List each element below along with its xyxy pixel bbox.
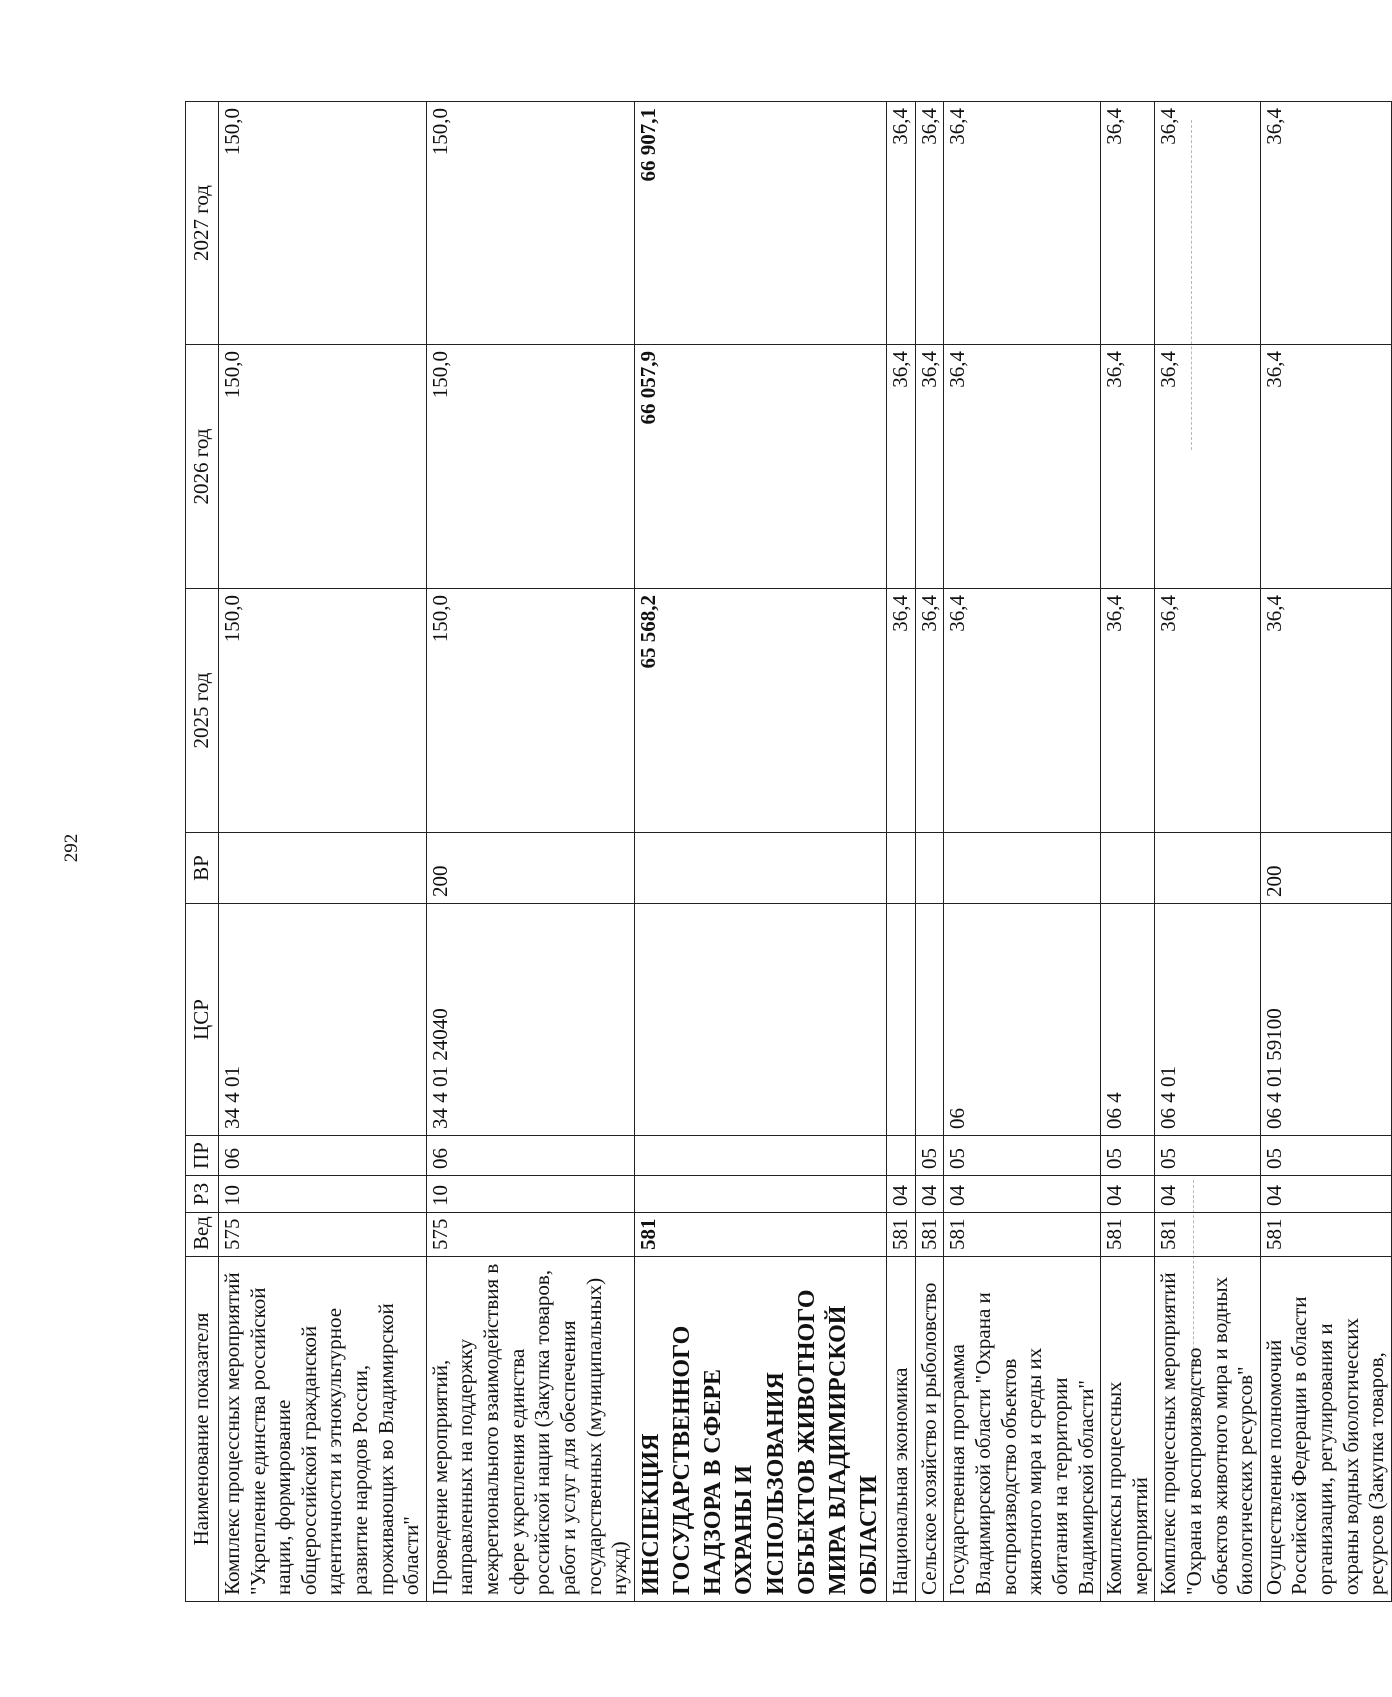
cell-ved: 581 xyxy=(1260,1213,1391,1257)
cell-2027: 66 907,1 xyxy=(634,102,887,345)
cell-2025: 36,4 xyxy=(1101,589,1155,833)
cell-2026: 36,4 xyxy=(1101,345,1155,589)
cell-rz: 04 xyxy=(944,1176,1101,1213)
cell-ved: 581 xyxy=(944,1213,1101,1257)
table-row xyxy=(634,102,887,1602)
cell-name: Комплекс процессных мероприятий "Укрепление единства российской нации, формирование общероссийской гражданской идентичности и этнокультурное развитие народов России, проживающих во Владимирской области" xyxy=(219,1257,427,1602)
cell-2025: 36,4 xyxy=(944,589,1101,833)
table-row xyxy=(426,102,634,1602)
cell-vr: 200 xyxy=(1260,833,1391,904)
cell-vr xyxy=(887,833,916,904)
cell-name: Сельское хозяйство и рыболовство xyxy=(915,1257,944,1602)
budget-table xyxy=(185,101,1392,1602)
cell-2026: 66 057,9 xyxy=(634,345,887,589)
cell-name: Комплекс процессных мероприятий "Охрана и воспроизводство объектов животного мира и водных биологических ресурсов" xyxy=(1155,1257,1260,1602)
cell-rz: 04 xyxy=(1101,1176,1155,1213)
cell-2027: 36,4 xyxy=(1260,102,1391,345)
cell-pr: 05 xyxy=(944,1136,1101,1176)
cell-csr xyxy=(915,904,944,1136)
cell-rz: 10 xyxy=(426,1176,634,1213)
cell-pr: 05 xyxy=(915,1136,944,1176)
cell-ved: 575 xyxy=(426,1213,634,1257)
cell-2027: 36,4 xyxy=(1155,102,1260,345)
cell-pr: 05 xyxy=(1155,1136,1260,1176)
cell-rz: 04 xyxy=(1260,1176,1391,1213)
cell-ved: 581 xyxy=(634,1213,887,1257)
table-row xyxy=(1155,102,1260,1602)
cell-2026: 150,0 xyxy=(219,345,427,589)
cell-2026: 150,0 xyxy=(426,345,634,589)
header-vr: ВР xyxy=(186,833,219,904)
table-row xyxy=(944,102,1101,1602)
cell-vr xyxy=(944,833,1101,904)
cell-vr xyxy=(1155,833,1260,904)
cell-2025: 150,0 xyxy=(426,589,634,833)
cell-pr: 05 xyxy=(1260,1136,1391,1176)
cell-pr: 06 xyxy=(426,1136,634,1176)
rotated-table-container xyxy=(185,102,1389,1602)
table-row xyxy=(219,102,427,1602)
cell-2025: 36,4 xyxy=(1155,589,1260,833)
header-ved: Вед xyxy=(186,1213,219,1257)
cell-vr: 200 xyxy=(426,833,634,904)
cell-ved: 581 xyxy=(887,1213,916,1257)
header-name: Наименование показателя xyxy=(186,1257,219,1602)
cell-vr xyxy=(219,833,427,904)
cell-2026: 36,4 xyxy=(1260,345,1391,589)
cell-pr: 05 xyxy=(1101,1136,1155,1176)
table-row xyxy=(887,102,916,1602)
cell-pr xyxy=(634,1136,887,1176)
cell-name: Государственная программа Владимирской области "Охрана и воспроизводство объектов животного мира и среды их обитания на территории Владимирской области" xyxy=(944,1257,1101,1602)
cell-pr xyxy=(887,1136,916,1176)
cell-pr: 06 xyxy=(219,1136,427,1176)
header-2025: 2025 год xyxy=(186,589,219,833)
cell-csr: 34 4 01 xyxy=(219,904,427,1136)
table-body xyxy=(219,102,1392,1602)
cell-name: ИНСПЕКЦИЯ ГОСУДАРСТВЕННОГО НАДЗОРА В СФЕРЕ ОХРАНЫ И ИСПОЛЬЗОВАНИЯ ОБЪЕКТОВ ЖИВОТНОГО МИРА ВЛАДИМИРСКОЙ ОБЛАСТИ xyxy=(634,1257,887,1602)
cell-csr: 06 xyxy=(944,904,1101,1136)
cell-csr: 06 4 01 xyxy=(1155,904,1260,1136)
cell-rz: 10 xyxy=(219,1176,427,1213)
cell-2026: 36,4 xyxy=(1155,345,1260,589)
table-row xyxy=(1260,102,1391,1602)
cell-2026: 36,4 xyxy=(915,345,944,589)
cell-ved: 581 xyxy=(1101,1213,1155,1257)
cell-name: Национальная экономика xyxy=(887,1257,916,1602)
cell-rz: 04 xyxy=(915,1176,944,1213)
cell-vr xyxy=(915,833,944,904)
cell-ved: 581 xyxy=(1155,1213,1260,1257)
cell-2027: 36,4 xyxy=(1101,102,1155,345)
header-pr: ПР xyxy=(186,1136,219,1176)
cell-2027: 36,4 xyxy=(944,102,1101,345)
table-row xyxy=(1101,102,1155,1602)
cell-vr xyxy=(1101,833,1155,904)
cell-name: Комплексы процессных мероприятий xyxy=(1101,1257,1155,1602)
cell-csr xyxy=(634,904,887,1136)
header-rz: РЗ xyxy=(186,1176,219,1213)
table-header-row xyxy=(186,102,219,1602)
cell-csr: 06 4 xyxy=(1101,904,1155,1136)
header-2027: 2027 год xyxy=(186,102,219,345)
cell-ved: 581 xyxy=(915,1213,944,1257)
cell-rz: 04 xyxy=(1155,1176,1260,1213)
cell-csr: 34 4 01 24040 xyxy=(426,904,634,1136)
cell-2027: 150,0 xyxy=(219,102,427,345)
cell-2025: 65 568,2 xyxy=(634,589,887,833)
cell-csr: 06 4 01 59100 xyxy=(1260,904,1391,1136)
cell-2027: 36,4 xyxy=(887,102,916,345)
cell-2025: 36,4 xyxy=(915,589,944,833)
cell-rz: 04 xyxy=(887,1176,916,1213)
cell-vr xyxy=(634,833,887,904)
cell-2027: 150,0 xyxy=(426,102,634,345)
header-2026: 2026 год xyxy=(186,345,219,589)
cell-2026: 36,4 xyxy=(944,345,1101,589)
header-csr: ЦСР xyxy=(186,904,219,1136)
cell-name: Осуществление полномочий Российской Федерации в области организации, регулирования и охраны водных биологических ресурсов (Закупка товаров, xyxy=(1260,1257,1391,1602)
cell-name: Проведение мероприятий, направленных на поддержку межрегионального взаимодействия в сфере укрепления единства российской нации (Закупка товаров, работ и услуг для обеспечения государственных (муниципальных) нужд) xyxy=(426,1257,634,1602)
cell-rz xyxy=(634,1176,887,1213)
table-row xyxy=(915,102,944,1602)
cell-2025: 150,0 xyxy=(219,589,427,833)
cell-2027: 36,4 xyxy=(915,102,944,345)
cell-ved: 575 xyxy=(219,1213,427,1257)
cell-csr xyxy=(887,904,916,1136)
page-number: 292 xyxy=(61,833,82,863)
cell-2026: 36,4 xyxy=(887,345,916,589)
cell-2025: 36,4 xyxy=(887,589,916,833)
cell-2025: 36,4 xyxy=(1260,589,1391,833)
